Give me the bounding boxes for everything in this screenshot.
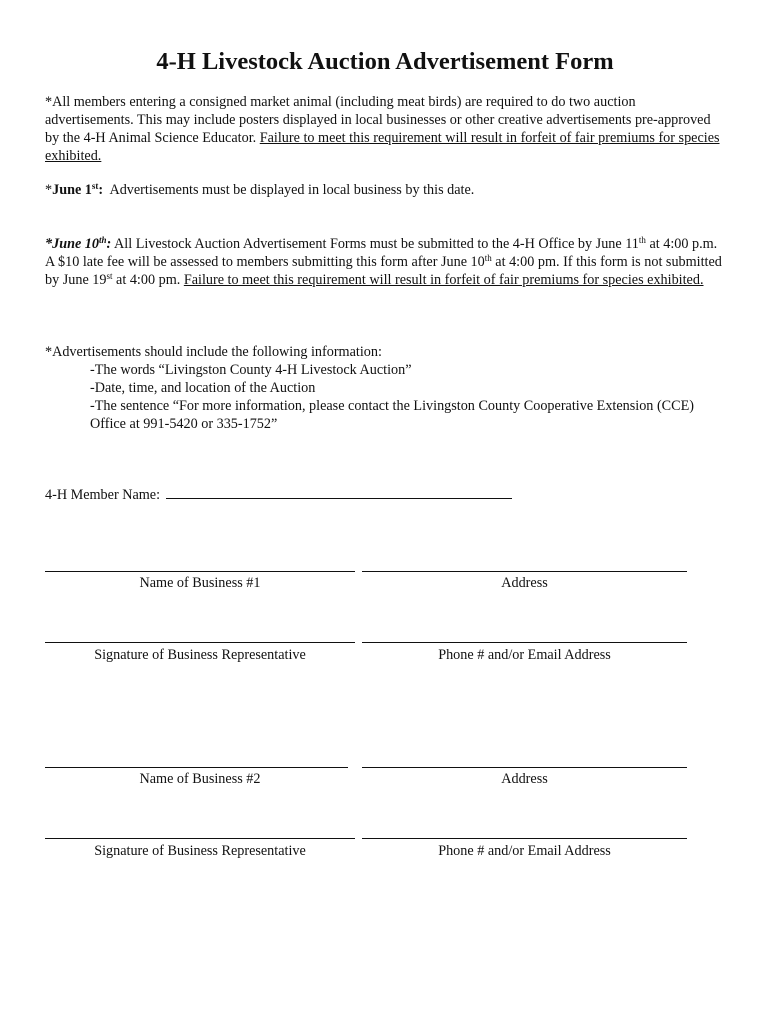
requirement-item: -The sentence “For more information, please contact the Livingston County Cooperative Extension (CCE) Office at 991-5420 or 335-1752”: [90, 398, 694, 432]
requirement-item: -Date, time, and location of the Auction: [90, 380, 316, 396]
requirements-list: [45, 343, 725, 433]
business-1-name-label: Name of Business #1: [139, 575, 261, 591]
intro-penalty-notice: Failure to meet this requirement will result in forfeit of fair premiums for species exhibited.: [45, 130, 720, 164]
business-1-signature-label: Signature of Business Representative: [94, 647, 306, 663]
june-1-deadline: [45, 181, 725, 199]
june-10-colon: :: [106, 236, 112, 252]
june-1-label: June 1: [52, 182, 92, 198]
june-1-sup: st: [91, 181, 99, 191]
business-2-contact-label: Phone # and/or Email Address: [438, 843, 611, 859]
form-title: 4-H Livestock Auction Advertisement Form: [156, 48, 614, 75]
june-10-label: *June 10: [45, 236, 99, 252]
june-1-text: Advertisements must be displayed in local business by this date.: [109, 182, 475, 198]
business-2-contact-field[interactable]: [362, 838, 687, 839]
june-10-text-1: All Livestock Auction Advertisement Forms must be submitted to the 4-H Office by June 11: [111, 236, 639, 252]
member-name-row: [45, 485, 512, 504]
june-10-penalty-notice: Failure to meet this requirement will result in forfeit of fair premiums for species exhibited.: [183, 272, 704, 288]
june-10-sup-3: th: [484, 253, 492, 263]
business-2-address-field[interactable]: [362, 767, 687, 768]
june-10-deadline: [45, 235, 725, 289]
business-2-name-label: Name of Business #2: [139, 771, 261, 787]
june-10-sup-4: st: [106, 271, 113, 281]
member-name-field[interactable]: [166, 485, 512, 499]
business-1-signature-field[interactable]: [45, 642, 355, 643]
june-10-sup: th: [99, 235, 107, 245]
intro-text: *All members entering a consigned market animal (including meat birds) are required to do two auction advertisements. This may include posters displayed in local businesses or other creative advertisements pre-approved by the 4-H Animal Science Educator.: [45, 94, 711, 146]
intro-paragraph: [45, 93, 725, 165]
business-1-address-field[interactable]: [362, 571, 687, 572]
member-name-label: 4-H Member Name:: [45, 487, 161, 503]
business-1-address-label: Address: [501, 575, 548, 591]
business-1-contact-field[interactable]: [362, 642, 687, 643]
june-10-text-4: at 4:00 pm.: [112, 272, 184, 288]
june-10-sup-2: th: [638, 235, 646, 245]
business-1-contact-label: Phone # and/or Email Address: [438, 647, 611, 663]
requirement-item: -The words “Livingston County 4-H Livestock Auction”: [90, 362, 412, 378]
business-2-signature-field[interactable]: [45, 838, 355, 839]
business-2-signature-label: Signature of Business Representative: [94, 843, 306, 859]
june-10-text-3: at 4:00 pm. If this form is not submitted by June 19: [45, 254, 722, 288]
business-2-name-field[interactable]: [45, 767, 348, 768]
june-1-colon: :: [98, 182, 104, 198]
business-1-name-field[interactable]: [45, 571, 355, 572]
june-10-text-2: at 4:00 p.m. A $10 late fee will be assessed to members submitting this form after June 10: [45, 236, 718, 270]
requirements-heading: *Advertisements should include the following information:: [45, 344, 382, 360]
business-2-address-label: Address: [501, 771, 548, 787]
june-1-prefix: *: [45, 182, 53, 198]
